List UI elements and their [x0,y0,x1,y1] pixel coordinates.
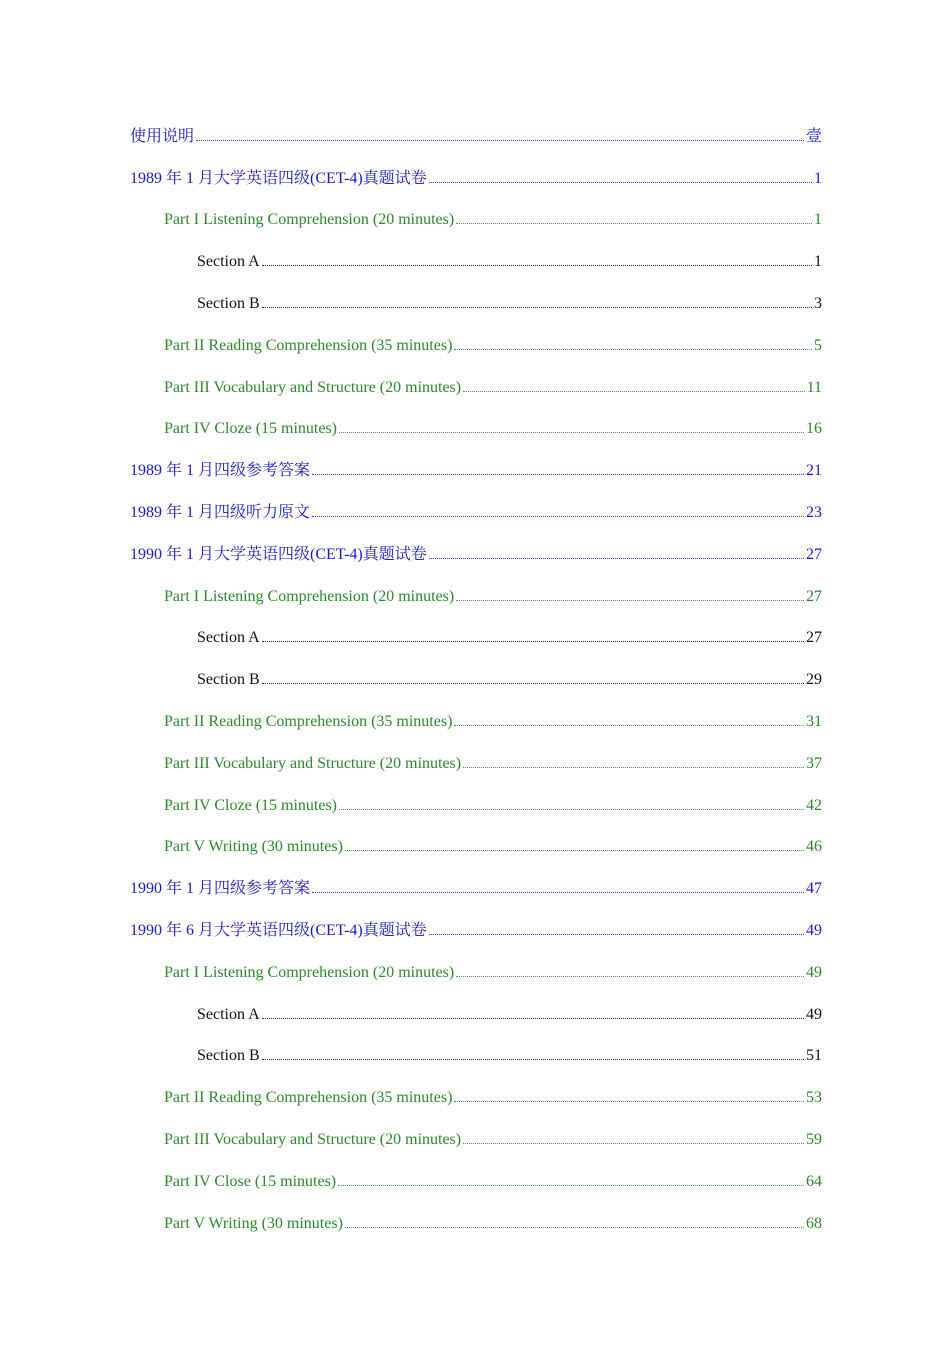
toc-entry-level-2[interactable] [0,367,952,409]
toc-entry-row [130,921,822,941]
toc-entry-level-2[interactable] [0,1203,952,1245]
toc-entry-level-1[interactable] [0,116,952,158]
toc-dot-leader [312,474,804,475]
toc-entry-row [197,252,822,272]
toc-page-number: 27 [806,629,822,647]
toc-page-number: 42 [806,796,822,814]
toc-entry-level-2[interactable] [0,1161,952,1203]
toc-entry-row [164,378,822,398]
toc-entry-level-1[interactable] [0,492,952,534]
toc-entry-title: Part III Vocabulary and Structure (20 minutes) [164,378,462,396]
toc-entry-level-3[interactable] [0,994,952,1036]
toc-entry-row [164,754,822,774]
toc-page-number: 64 [806,1172,822,1190]
toc-entry-row [130,879,822,899]
toc-entry-row [164,587,822,607]
toc-entry-row [197,1005,822,1025]
toc-entry-title: 使用说明 [130,127,195,145]
toc-entry-row [164,210,822,230]
toc-dot-leader [312,892,804,893]
toc-dot-leader [196,140,804,141]
toc-entry-level-3[interactable] [0,618,952,660]
toc-dot-leader [456,600,804,601]
toc-entry-title: 1989 年 1 月四级听力原文 [130,504,311,522]
toc-dot-leader [262,1018,804,1019]
toc-entry-level-1[interactable] [0,534,952,576]
toc-entry-title: Part III Vocabulary and Structure (20 minutes) [164,754,462,772]
toc-entry-level-2[interactable] [0,409,952,451]
toc-page-number: 11 [806,378,822,396]
toc-dot-leader [454,349,812,350]
toc-page-number: 3 [814,295,822,313]
toc-dot-leader [262,1059,804,1060]
toc-entry-row [164,796,822,816]
toc-entry-title: Part II Reading Comprehension (35 minutes) [164,1089,453,1107]
toc-dot-leader [463,767,804,768]
toc-entry-row [130,503,822,523]
toc-entry-title: 1990 年 1 月四级参考答案 [130,880,311,898]
toc-entry-row [197,294,822,314]
toc-entry-title: Part III Vocabulary and Structure (20 minutes) [164,1131,462,1149]
toc-entry-level-2[interactable] [0,701,952,743]
toc-page-number: 49 [806,963,822,981]
toc-dot-leader [339,809,804,810]
toc-entry-row [164,963,822,983]
toc-dot-leader [345,850,804,851]
toc-dot-leader [463,1143,804,1144]
toc-entry-level-2[interactable] [0,200,952,242]
toc-page-number: 53 [806,1089,822,1107]
toc-entry-row [164,1130,822,1150]
toc-page-number: 29 [806,671,822,689]
toc-entry-row [164,419,822,439]
toc-page-number: 31 [806,713,822,731]
toc-entry-level-2[interactable] [0,827,952,869]
toc-entry-level-3[interactable] [0,241,952,283]
toc-page-number: 16 [806,420,822,438]
toc-dot-leader [338,1185,804,1186]
toc-entry-level-2[interactable] [0,1077,952,1119]
toc-dot-leader [345,1227,804,1228]
toc-entry-row [197,628,822,648]
toc-entry-title: Section B [197,1047,260,1065]
toc-page-number: 27 [806,587,822,605]
toc-entry-row [130,169,822,189]
toc-entry-title: 1989 年 1 月四级参考答案 [130,462,311,480]
toc-entry-level-2[interactable] [0,1119,952,1161]
toc-page-number: 21 [806,462,822,480]
toc-entry-title: 1989 年 1 月大学英语四级(CET-4)真题试卷 [130,169,427,187]
toc-dot-leader [262,307,812,308]
toc-entry-row [164,1172,822,1192]
toc-page-number: 37 [806,754,822,772]
toc-page-number: 5 [814,336,822,354]
toc-page-number: 46 [806,838,822,856]
toc-entry-level-3[interactable] [0,1036,952,1078]
toc-dot-leader [262,683,804,684]
toc-page-number: 壹 [805,127,822,145]
toc-page-number: 59 [806,1131,822,1149]
toc-entry-title: Section A [197,253,260,271]
toc-entry-level-1[interactable] [0,868,952,910]
toc-entry-row [164,837,822,857]
toc-entry-level-3[interactable] [0,283,952,325]
toc-entry-title: 1990 年 1 月大学英语四级(CET-4)真题试卷 [130,545,427,563]
toc-entry-title: Part I Listening Comprehension (20 minutes) [164,587,455,605]
toc-entry-title: Part V Writing (30 minutes) [164,838,343,856]
toc-entry-title: Section A [197,1005,260,1023]
toc-entry-title: Part IV Cloze (15 minutes) [164,796,338,814]
toc-entry-level-2[interactable] [0,952,952,994]
toc-page-number: 1 [814,253,822,271]
toc-entry-title: Section B [197,295,260,313]
toc-entry-title: Part II Reading Comprehension (35 minutes) [164,336,453,354]
toc-dot-leader [262,641,804,642]
toc-entry-row [164,1214,822,1234]
toc-page-number: 1 [814,211,822,229]
toc-entry-title: Section B [197,671,260,689]
toc-entry-level-1[interactable] [0,450,952,492]
toc-page-number: 1 [814,169,822,187]
toc-entry-title: Section A [197,629,260,647]
toc-entry-level-2[interactable] [0,785,952,827]
toc-dot-leader [456,223,812,224]
toc-page-number: 27 [806,545,822,563]
toc-dot-leader [312,516,804,517]
toc-entry-row [130,461,822,481]
toc-entry-level-3[interactable] [0,659,952,701]
toc-entry-row [197,670,822,690]
toc-page-number: 68 [806,1214,822,1232]
toc-entry-row [130,127,822,147]
toc-dot-leader [429,934,804,935]
toc-page-number: 51 [806,1047,822,1065]
toc-dot-leader [262,265,812,266]
toc-entry-row [164,1088,822,1108]
toc-dot-leader [456,976,804,977]
toc-dot-leader [339,432,804,433]
toc-entry-row [164,712,822,732]
toc-page-number: 47 [806,880,822,898]
toc-page-number: 49 [806,922,822,940]
toc-entry-title: 1990 年 6 月大学英语四级(CET-4)真题试卷 [130,922,427,940]
table-of-contents [0,116,952,1245]
toc-entry-title: Part II Reading Comprehension (35 minutes) [164,713,453,731]
toc-page-number: 23 [806,504,822,522]
toc-entry-title: Part I Listening Comprehension (20 minutes) [164,963,455,981]
toc-dot-leader [463,391,804,392]
toc-entry-title: Part IV Cloze (15 minutes) [164,420,338,438]
toc-entry-level-2[interactable] [0,576,952,618]
toc-entry-level-2[interactable] [0,325,952,367]
toc-page-number: 49 [806,1005,822,1023]
toc-entry-row [130,545,822,565]
toc-dot-leader [429,558,804,559]
toc-entry-title: Part V Writing (30 minutes) [164,1214,343,1232]
toc-entry-level-1[interactable] [0,158,952,200]
toc-dot-leader [429,182,812,183]
toc-dot-leader [454,1101,804,1102]
toc-entry-title: Part IV Close (15 minutes) [164,1172,337,1190]
toc-entry-level-2[interactable] [0,743,952,785]
toc-entry-row [197,1046,822,1066]
toc-dot-leader [454,725,804,726]
toc-entry-row [164,336,822,356]
toc-entry-title: Part I Listening Comprehension (20 minutes) [164,211,455,229]
toc-entry-level-1[interactable] [0,910,952,952]
